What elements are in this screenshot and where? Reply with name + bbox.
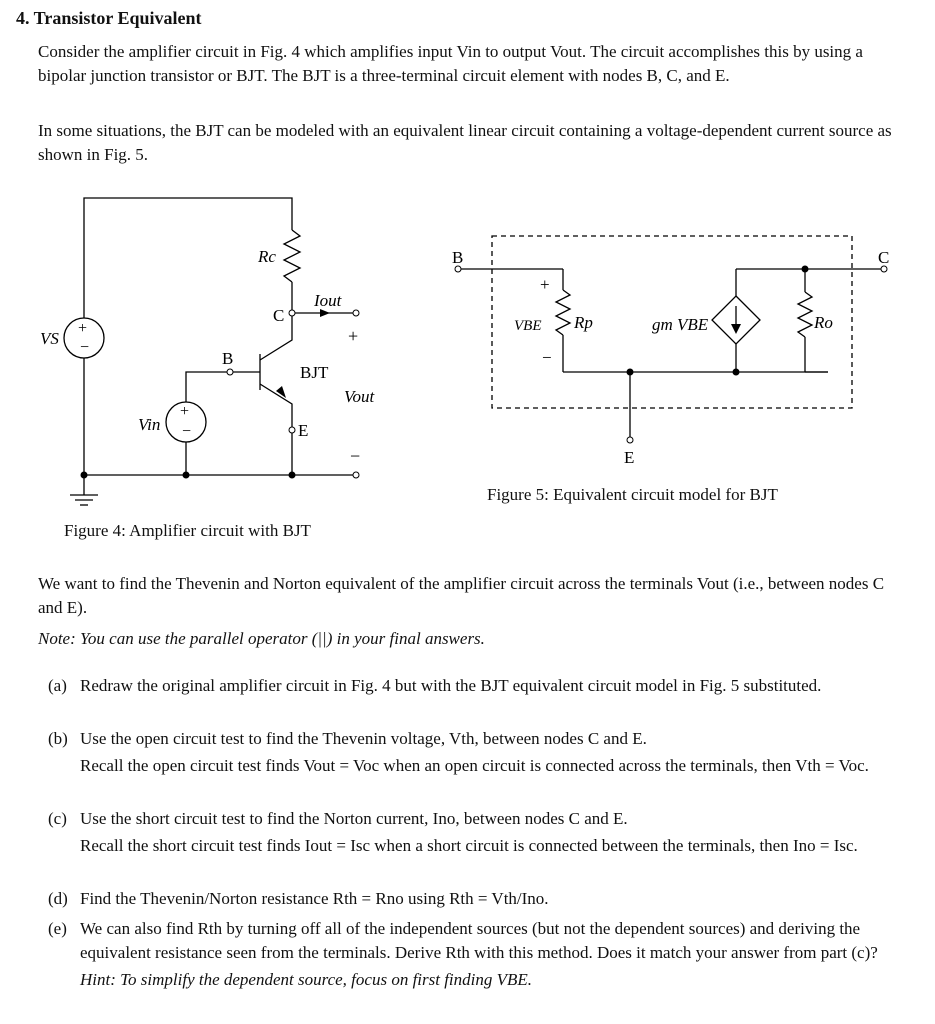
vin-label: Vin — [138, 415, 161, 434]
vs-plus-sign: + — [78, 320, 88, 337]
node-c-label: C — [273, 306, 285, 325]
vs-label: VS — [40, 329, 59, 348]
note-text: Note: You can use the parallel operator (||) in your final answers. — [38, 629, 485, 648]
question-b — [48, 727, 908, 778]
question-label: (e) — [48, 919, 67, 938]
question-label: (a) — [48, 676, 67, 695]
question-label: (b) — [48, 729, 68, 748]
question-text: Use the open circuit test to find the Thevenin voltage, Vth, between nodes C and E. — [80, 729, 647, 748]
vout-label: Vout — [344, 387, 375, 406]
figure-5-caption: Figure 5: Equivalent circuit model for BJT — [487, 485, 778, 504]
vs-minus-sign: − — [80, 339, 90, 356]
bjt-label: BJT — [300, 363, 329, 382]
question-label: (c) — [48, 809, 67, 828]
gm-vbe-label: gm VBE — [652, 315, 709, 334]
rc-label: Rc — [258, 247, 276, 266]
node-b-label: B — [222, 349, 234, 368]
intro-paragraph: Consider the amplifier circuit in Fig. 4 which amplifies input Vin to output Vout. The circuit accomplishes this by using a bipolar junction transistor or BJT. The BJT is a three-terminal circuit element with nodes B, C, and E. — [38, 42, 863, 85]
question-c — [48, 807, 908, 858]
vbe-minus-sign: − — [542, 348, 552, 367]
intro-paragraph-2: In some situations, the BJT can be modeled with an equivalent linear circuit containing a voltage-dependent current source as shown in Fig. 5. — [38, 121, 892, 164]
question-a — [48, 674, 908, 698]
question-d — [48, 887, 908, 911]
question-text: Find the Thevenin/Norton resistance Rth = Rno using Rth = Vth/Ino. — [80, 889, 549, 908]
figure-4-circuit — [0, 180, 420, 520]
fig5-node-e-label: E — [624, 448, 635, 467]
vin-minus-sign: − — [182, 423, 192, 440]
figure-5-circuit — [440, 220, 920, 470]
vbe-plus-sign: + — [540, 275, 550, 294]
vbe-label: VBE — [514, 318, 542, 334]
question-text: Redraw the original amplifier circuit in Fig. 4 but with the BJT equivalent circuit model in Fig. 5 substituted. — [80, 676, 822, 695]
question-subtext: Recall the open circuit test finds Vout = Voc when an open circuit is connected across the terminals, then Vth = Voc. — [80, 756, 869, 775]
vout-minus-sign: − — [350, 446, 361, 466]
ro-label: Ro — [814, 313, 833, 332]
vout-plus-sign: + — [348, 326, 359, 346]
question-hint: Hint: To simplify the dependent source, focus on first finding VBE. — [80, 970, 533, 989]
section-heading: 4. Transistor Equivalent — [16, 8, 202, 28]
question-label: (d) — [48, 889, 68, 908]
thevenin-paragraph: We want to find the Thevenin and Norton equivalent of the amplifier circuit across the terminals Vout (i.e., between nodes C and E). — [38, 574, 885, 617]
fig5-node-c-label: C — [878, 248, 890, 267]
iout-label: Iout — [314, 291, 342, 310]
question-text: Use the short circuit test to find the Norton current, Ino, between nodes C and E. — [80, 809, 628, 828]
question-subtext: Recall the short circuit test finds Iout = Isc when a short circuit is connected between the terminals, then Ino = Isc. — [80, 836, 858, 855]
figure-4-caption: Figure 4: Amplifier circuit with BJT — [64, 521, 311, 540]
question-text: We can also find Rth by turning off all of the independent sources (but not the dependent sources) and deriving the equivalent resistance seen from the terminals. Derive Rth with this method. Does it match your answer from part (c)? — [80, 919, 878, 962]
question-e — [48, 917, 908, 992]
rp-label: Rp — [574, 313, 593, 332]
fig5-node-b-label: B — [452, 248, 464, 267]
node-e-label: E — [298, 421, 309, 440]
vin-plus-sign: + — [180, 403, 190, 420]
